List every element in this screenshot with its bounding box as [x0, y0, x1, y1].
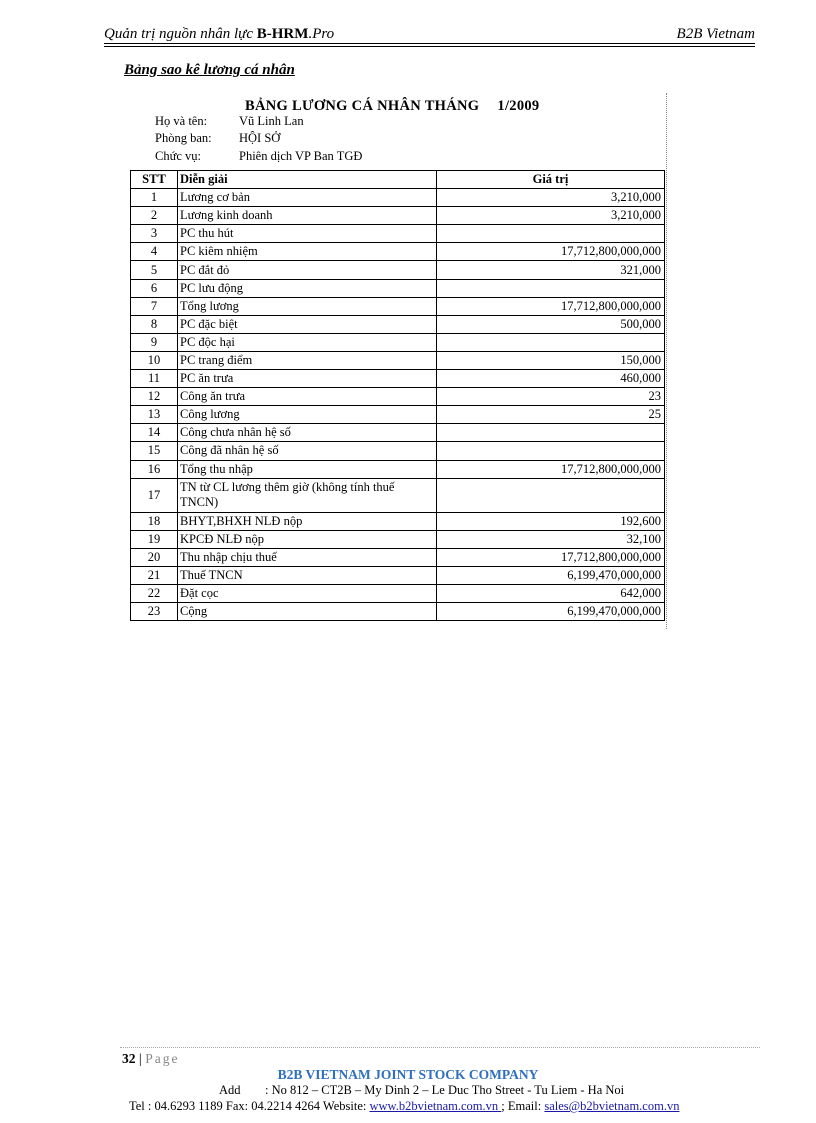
- row-description: Lương kinh doanh: [178, 207, 437, 225]
- table-row: [131, 530, 665, 548]
- row-value: 3,210,000: [437, 207, 665, 225]
- row-value: [437, 279, 665, 297]
- slip-title: [245, 98, 539, 115]
- page-separator: |: [135, 1051, 146, 1066]
- table-row: [131, 512, 665, 530]
- address-value: : No 812 – CT2B – My Dinh 2 – Le Duc Tho Street - Tu Liem - Ha Noi: [265, 1083, 625, 1097]
- row-description: KPCĐ NLĐ nộp: [178, 530, 437, 548]
- slip-title-text: BẢNG LƯƠNG CÁ NHÂN THÁNG: [245, 98, 480, 114]
- row-stt: 22: [131, 584, 178, 602]
- table-row: [131, 351, 665, 369]
- info-label: Chức vụ:: [155, 149, 202, 163]
- row-description: Cộng: [178, 603, 437, 621]
- row-stt: 2: [131, 207, 178, 225]
- row-description: Thuế TNCN: [178, 566, 437, 584]
- row-value: 32,100: [437, 530, 665, 548]
- page-number-value: 32: [122, 1051, 136, 1066]
- row-stt: 6: [131, 279, 178, 297]
- info-label: Phòng ban:: [155, 131, 212, 145]
- row-stt: 8: [131, 315, 178, 333]
- row-value: 23: [437, 388, 665, 406]
- table-row: [131, 388, 665, 406]
- table-row: [131, 442, 665, 460]
- row-value: [437, 442, 665, 460]
- row-description: PC trang điểm: [178, 351, 437, 369]
- info-department: [155, 131, 280, 146]
- footer-divider: [120, 1047, 760, 1048]
- table-row: [131, 189, 665, 207]
- page-header: [104, 24, 755, 44]
- table-row: [131, 460, 665, 478]
- footer-company-name: B2B VIETNAM JOINT STOCK COMPANY: [277, 1067, 539, 1082]
- row-description: Lương cơ bản: [178, 189, 437, 207]
- table-row: [131, 279, 665, 297]
- row-value: [437, 225, 665, 243]
- info-value: Phiên dịch VP Ban TGĐ: [239, 149, 363, 163]
- header-prefix: Quản trị nguồn nhân lực: [104, 26, 257, 42]
- column-header-stt: STT: [131, 171, 178, 189]
- row-value: 500,000: [437, 315, 665, 333]
- row-description: PC đắt đỏ: [178, 261, 437, 279]
- row-value: 3,210,000: [437, 189, 665, 207]
- table-row: [131, 406, 665, 424]
- header-brand-suffix: .Pro: [308, 26, 335, 42]
- info-position: [155, 149, 362, 164]
- contact-phone-fax: Tel : 04.6293 1189 Fax: 04.2214 4264 Website:: [129, 1099, 370, 1113]
- row-value: 6,199,470,000,000: [437, 566, 665, 584]
- print-area-guide: [666, 93, 667, 629]
- row-description: Công đã nhân hệ số: [178, 442, 437, 460]
- row-stt: 23: [131, 603, 178, 621]
- page-number: [122, 1051, 179, 1067]
- row-description: PC thu hút: [178, 225, 437, 243]
- row-stt: 4: [131, 243, 178, 261]
- row-description: PC đặc biệt: [178, 315, 437, 333]
- row-description: Công lương: [178, 406, 437, 424]
- table-row: [131, 566, 665, 584]
- row-value: 460,000: [437, 370, 665, 388]
- row-value: 642,000: [437, 584, 665, 602]
- row-value: 17,712,800,000,000: [437, 460, 665, 478]
- row-description: PC lưu động: [178, 279, 437, 297]
- row-value: 150,000: [437, 351, 665, 369]
- row-stt: 13: [131, 406, 178, 424]
- address-label: Add: [219, 1083, 241, 1097]
- table-row: [131, 548, 665, 566]
- table-row: [131, 478, 665, 512]
- table-row: [131, 584, 665, 602]
- row-description: Tổng thu nhập: [178, 460, 437, 478]
- row-stt: 21: [131, 566, 178, 584]
- row-description: PC ăn trưa: [178, 370, 437, 388]
- row-description: Thu nhập chịu thuế: [178, 548, 437, 566]
- row-description: Công ăn trưa: [178, 388, 437, 406]
- email-label: ; Email:: [501, 1099, 545, 1113]
- column-header-value: Giá trị: [437, 171, 665, 189]
- table-row: [131, 333, 665, 351]
- row-stt: 12: [131, 388, 178, 406]
- row-stt: 1: [131, 189, 178, 207]
- info-value: HỘI SỞ: [239, 131, 281, 145]
- row-stt: 19: [131, 530, 178, 548]
- table-row: [131, 207, 665, 225]
- row-value: 25: [437, 406, 665, 424]
- info-name: [155, 114, 304, 129]
- row-stt: 11: [131, 370, 178, 388]
- email-link[interactable]: sales@b2bvietnam.com.vn: [544, 1099, 680, 1113]
- row-stt: 17: [131, 478, 178, 512]
- table-row: [131, 261, 665, 279]
- row-value: 17,712,800,000,000: [437, 297, 665, 315]
- row-stt: 10: [131, 351, 178, 369]
- slip-month: 1/2009: [497, 98, 540, 114]
- row-stt: 3: [131, 225, 178, 243]
- row-value: 17,712,800,000,000: [437, 243, 665, 261]
- table-row: [131, 315, 665, 333]
- row-description: Công chưa nhân hệ số: [178, 424, 437, 442]
- row-value: [437, 478, 665, 512]
- table-row: [131, 243, 665, 261]
- table-row: [131, 297, 665, 315]
- salary-table: [130, 170, 665, 621]
- row-stt: 9: [131, 333, 178, 351]
- row-description: BHYT,BHXH NLĐ nộp: [178, 512, 437, 530]
- row-value: 17,712,800,000,000: [437, 548, 665, 566]
- column-header-description: Diễn giải: [178, 171, 437, 189]
- row-value: 6,199,470,000,000: [437, 603, 665, 621]
- row-description: Tổng lương: [178, 297, 437, 315]
- row-stt: 5: [131, 261, 178, 279]
- row-stt: 20: [131, 548, 178, 566]
- section-title: Bảng sao kê lương cá nhân: [124, 62, 295, 78]
- table-row: [131, 603, 665, 621]
- row-value: 321,000: [437, 261, 665, 279]
- row-stt: 18: [131, 512, 178, 530]
- header-company: B2B Vietnam: [676, 26, 755, 42]
- header-brand: B-HRM: [256, 26, 309, 42]
- footer-address: [219, 1083, 624, 1098]
- table-row: [131, 424, 665, 442]
- row-description: Đặt cọc: [178, 584, 437, 602]
- row-stt: 15: [131, 442, 178, 460]
- row-description: PC độc hại: [178, 333, 437, 351]
- table-row: [131, 225, 665, 243]
- row-stt: 14: [131, 424, 178, 442]
- header-divider: [104, 43, 755, 47]
- info-value: Vũ Linh Lan: [239, 114, 304, 128]
- website-link[interactable]: www.b2bvietnam.com.vn: [369, 1099, 502, 1113]
- footer-contact: [129, 1099, 679, 1114]
- table-row: [131, 370, 665, 388]
- info-label: Họ và tên:: [155, 114, 208, 128]
- row-stt: 7: [131, 297, 178, 315]
- row-stt: 16: [131, 460, 178, 478]
- table-header-row: [131, 171, 665, 189]
- row-description: PC kiêm nhiệm: [178, 243, 437, 261]
- row-value: [437, 424, 665, 442]
- row-value: [437, 333, 665, 351]
- page-word: Page: [145, 1051, 180, 1066]
- row-description: TN từ CL lương thêm giờ (không tính thuế TNCN): [178, 478, 437, 512]
- row-value: 192,600: [437, 512, 665, 530]
- header-title: [104, 26, 334, 43]
